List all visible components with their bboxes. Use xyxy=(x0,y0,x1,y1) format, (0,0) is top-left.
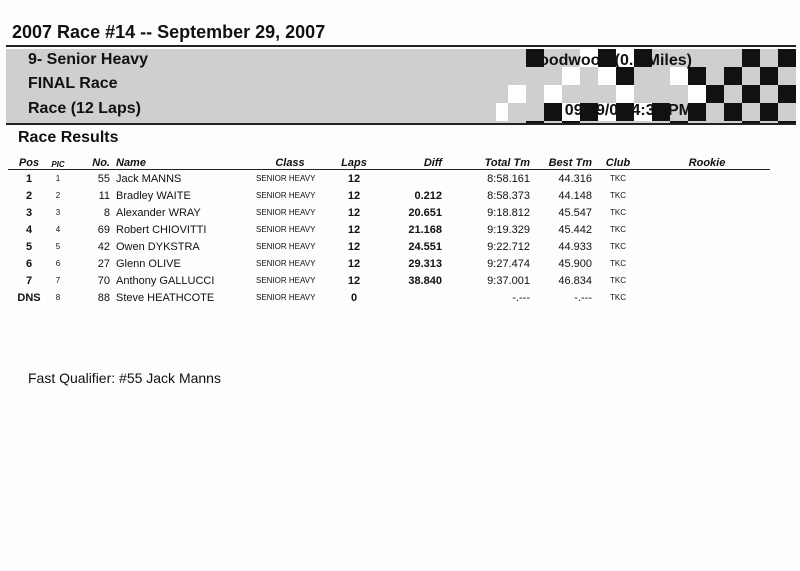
cell-club: TKC xyxy=(610,191,626,200)
cell-number: 8 xyxy=(103,206,110,219)
cell-number: 70 xyxy=(97,274,110,287)
cell-laps: 12 xyxy=(347,189,361,202)
cell-club: TKC xyxy=(610,208,626,217)
cell-best-time: 44.933 xyxy=(558,240,592,253)
cell-pos: 2 xyxy=(25,189,33,202)
table-header-row xyxy=(8,151,770,170)
cell-name: Alexander WRAY xyxy=(116,206,201,219)
cell-club: TKC xyxy=(610,174,626,183)
col-header-rookie: Rookie xyxy=(644,151,770,170)
race-datetime: 09/29/07 4:33 PM xyxy=(564,102,692,119)
cell-name: Owen DYKSTRA xyxy=(116,240,200,253)
col-header-total: Total Tm xyxy=(442,151,530,170)
cell-pic: 8 xyxy=(55,293,61,302)
cell-total-time: 8:58.373 xyxy=(487,189,530,202)
table-row xyxy=(8,289,770,306)
cell-laps: 0 xyxy=(350,291,358,304)
cell-rookie xyxy=(644,272,770,289)
cell-best-time: 45.442 xyxy=(558,223,592,236)
cell-name: Glenn OLIVE xyxy=(116,257,181,270)
event-name: 9- Senior Heavy xyxy=(28,51,149,68)
cell-number: 88 xyxy=(97,291,110,304)
results-table xyxy=(8,151,770,306)
cell-name: Robert CHIOVITTI xyxy=(116,223,207,236)
cell-club: TKC xyxy=(610,242,626,251)
cell-pic: 7 xyxy=(55,276,61,285)
col-header-club: Club xyxy=(592,151,644,170)
cell-pic: 3 xyxy=(55,208,61,217)
cell-name: Steve HEATHCOTE xyxy=(116,291,215,304)
table-row xyxy=(8,187,770,204)
cell-best-time: 45.900 xyxy=(558,257,592,270)
col-header-best: Best Tm xyxy=(530,151,592,170)
cell-rookie xyxy=(644,238,770,255)
col-header-pic: PIC xyxy=(50,151,66,170)
col-header-diff: Diff xyxy=(380,151,442,170)
cell-diff: 21.168 xyxy=(408,223,442,236)
cell-rookie xyxy=(644,221,770,238)
col-header-pos: Pos xyxy=(8,151,50,170)
cell-class: SENIOR HEAVY xyxy=(256,293,316,302)
table-row xyxy=(8,238,770,255)
cell-diff: 24.551 xyxy=(408,240,442,253)
cell-best-time: 46.834 xyxy=(558,274,592,287)
cell-rookie xyxy=(644,170,770,188)
cell-best-time: 44.148 xyxy=(558,189,592,202)
track-name: Goodwood (0.5 Miles) xyxy=(526,52,692,69)
cell-class: SENIOR HEAVY xyxy=(256,174,316,183)
cell-class: SENIOR HEAVY xyxy=(256,191,316,200)
race-laps: Race (12 Laps) xyxy=(28,100,141,117)
cell-laps: 12 xyxy=(347,206,361,219)
cell-pos: 3 xyxy=(25,206,33,219)
cell-total-time: 9:18.812 xyxy=(487,206,530,219)
cell-diff: 0.212 xyxy=(414,189,442,202)
cell-pic: 4 xyxy=(55,225,61,234)
cell-laps: 12 xyxy=(347,223,361,236)
cell-number: 42 xyxy=(97,240,110,253)
cell-total-time: 9:19.329 xyxy=(487,223,530,236)
cell-total-time: 8:58.161 xyxy=(487,172,530,185)
cell-number: 69 xyxy=(97,223,110,236)
cell-name: Bradley WAITE xyxy=(116,189,191,202)
cell-pos: 6 xyxy=(25,257,33,270)
top-rule xyxy=(6,45,796,47)
cell-laps: 12 xyxy=(347,172,361,185)
section-title: Race Results xyxy=(18,129,119,146)
cell-pic: 5 xyxy=(55,242,61,251)
race-title: 2007 Race #14 -- September 29, 2007 xyxy=(12,22,326,42)
cell-club: TKC xyxy=(610,225,626,234)
cell-total-time: 9:37.001 xyxy=(487,274,530,287)
col-header-laps: Laps xyxy=(328,151,380,170)
cell-class: SENIOR HEAVY xyxy=(256,276,316,285)
cell-total-time: 9:22.712 xyxy=(487,240,530,253)
cell-name: Anthony GALLUCCI xyxy=(116,274,215,287)
cell-pos: 7 xyxy=(25,274,33,287)
cell-pic: 1 xyxy=(55,174,61,183)
cell-number: 27 xyxy=(97,257,110,270)
cell-class: SENIOR HEAVY xyxy=(256,242,316,251)
table-row xyxy=(8,204,770,221)
cell-pos: 5 xyxy=(25,240,33,253)
cell-total-time: 9:27.474 xyxy=(487,257,530,270)
cell-best-time: 45.547 xyxy=(558,206,592,219)
cell-pic: 2 xyxy=(55,191,61,200)
fast-qualifier: Fast Qualifier: #55 Jack Manns xyxy=(28,370,221,386)
col-header-class: Class xyxy=(252,151,328,170)
cell-number: 11 xyxy=(98,189,110,202)
cell-name: Jack MANNS xyxy=(116,172,182,185)
cell-rookie xyxy=(644,289,770,306)
results-body xyxy=(8,170,770,307)
cell-total-time: -.--- xyxy=(512,291,530,304)
cell-pos: 4 xyxy=(25,223,33,236)
cell-laps: 12 xyxy=(347,274,361,287)
cell-diff: 20.651 xyxy=(408,206,442,219)
cell-rookie xyxy=(644,204,770,221)
cell-rookie xyxy=(644,255,770,272)
cell-pos: 1 xyxy=(25,172,33,185)
cell-pos: DNS xyxy=(17,291,41,304)
cell-number: 55 xyxy=(97,172,110,185)
cell-class: SENIOR HEAVY xyxy=(256,225,316,234)
cell-club: TKC xyxy=(610,276,626,285)
table-row xyxy=(8,221,770,238)
race-type: FINAL Race xyxy=(28,75,118,92)
cell-class: SENIOR HEAVY xyxy=(256,208,316,217)
col-header-no: No. xyxy=(66,151,110,170)
cell-class: SENIOR HEAVY xyxy=(256,259,316,268)
cell-diff: 38.840 xyxy=(408,274,442,287)
cell-best-time: -.--- xyxy=(574,291,592,304)
col-header-name: Name xyxy=(110,151,252,170)
cell-club: TKC xyxy=(610,259,626,268)
table-row xyxy=(8,255,770,272)
bottom-rule xyxy=(6,123,796,125)
cell-diff xyxy=(380,170,442,188)
cell-laps: 12 xyxy=(347,240,361,253)
cell-laps: 12 xyxy=(347,257,361,270)
cell-rookie xyxy=(644,187,770,204)
cell-diff xyxy=(380,289,442,306)
table-row xyxy=(8,272,770,289)
cell-club: TKC xyxy=(610,293,626,302)
cell-diff: 29.313 xyxy=(408,257,442,270)
cell-pic: 6 xyxy=(55,259,61,268)
race-header-box xyxy=(6,49,796,123)
cell-best-time: 44.316 xyxy=(558,172,592,185)
table-row xyxy=(8,170,770,188)
